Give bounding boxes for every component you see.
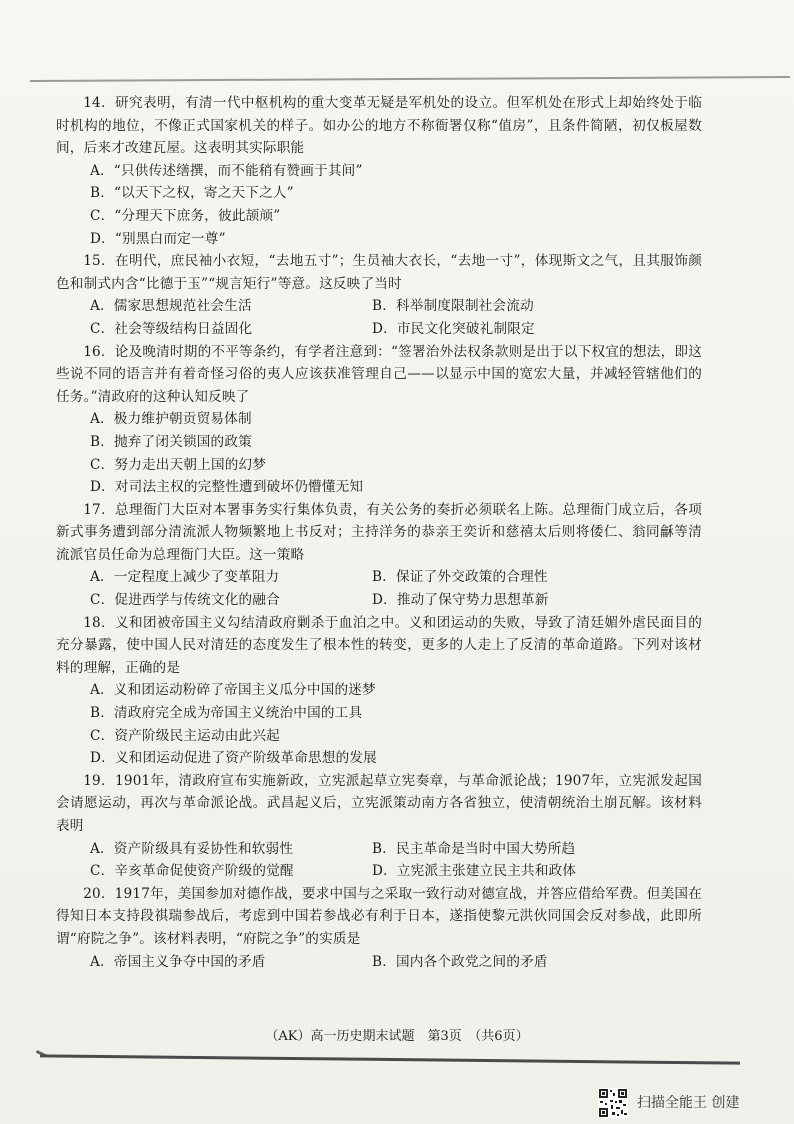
question-stem: 17．总理衙门大臣对本署事务实行集体负责，有关公务的奏折必须联名上陈。总理衙门成立后，各项新式事务遭到部分清流派人物频繁地上书反对；主持洋务的恭亲王奕䜣和慈禧太后则将倭仁、翁同龢等清流派官员任命为总理衙门大臣。这一策略 [56,501,702,563]
option-row [56,860,702,883]
option-c: C．资产阶级民主运动由此兴起 [90,727,280,744]
option-row [56,566,702,589]
option-c: C．辛亥革命促使资产阶级的觉醒 [90,863,294,880]
option-d: D．推动了保守势力思想革新 [372,592,549,609]
question-stem: 20．1917年，美国参加对德作战，要求中国与之采取一致行动对德宣战，并答应借给军费。但美国在得知日本支持段祺瑞参战后，考虑到中国若参战必有利于日本，遂指使黎元洪伙同国会反对参战，此即所谓“府院之争”。该材料表明，“府院之争”的实质是 [56,885,702,947]
bottom-divider [40,1054,740,1064]
scanner-watermark: 扫描全能王 创建 [637,1095,740,1111]
question-15 [56,250,702,340]
option-a: A．极力维护朝贡贸易体制 [90,411,252,428]
question-14 [56,92,702,250]
option-row [56,951,702,974]
option-b: B．国内各个政党之间的矛盾 [372,953,548,970]
question-stem: 14．研究表明，有清一代中枢机构的重大变革无疑是军机处的设立。但军机处在形式上却始终处于临时机构的地位，不像正式国家机关的样子。如办公的地方不称衙署仅称“值房”，且条件简陋，初仅板屋数间，后来才改建瓦屋。这表明其实际职能 [56,95,702,157]
question-18 [56,612,702,770]
option-a: A．一定程度上减少了变革阻力 [90,569,280,586]
question-17 [56,499,702,612]
page-footer: （AK）高一历史期末试题 第3页 （共6页） [265,1029,529,1044]
option-d: D．市民文化突破礼制限定 [372,320,535,337]
option-a: A．帝国主义争夺中国的矛盾 [90,953,266,970]
option-b: B．民主革命是当时中国大势所趋 [372,840,576,857]
option-c: C．努力走出天朝上国的幻梦 [90,456,267,473]
option-b: B．科举制度限制社会流动 [372,298,534,315]
top-divider [30,76,790,82]
option-row [56,589,702,612]
question-stem: 19．1901年，清政府宣布实施新政，立宪派起草立宪奏章，与革命派论战；1907年，立宪派发起国会请愿运动，再次与革命派论战。武昌起义后，立宪派策动南方各省独立，使清朝统治土崩瓦解。该材料表明 [56,772,702,834]
option-b: B．保证了外交政策的合理性 [372,569,548,586]
option-a: A．儒家思想规范社会生活 [90,298,252,315]
question-stem: 15．在明代，庶民袖小衣短，“去地五寸”；生员袖大衣长，“去地一寸”，体现斯文之气，且其服饰颜色和制式内含“比德于玉”“规言矩行”等意。这反映了当时 [56,253,702,292]
option-c: C．促进西学与传统文化的融合 [90,592,280,609]
option-b: B．清政府完全成为帝国主义统治中国的工具 [90,705,363,722]
option-row [56,838,702,861]
option-a: A．“只供传述缮撰，而不能稍有赞画于其间” [90,162,363,179]
option-b: B．“以天下之权，寄之天下之人” [90,185,294,202]
option-a: A．资产阶级具有妥协性和软弱性 [90,840,294,857]
question-20 [56,883,702,973]
option-d: D．对司法主权的完整性遭到破坏仍懵懂无知 [90,479,364,496]
option-row [56,295,702,318]
option-d: D．立宪派主张建立民主共和政体 [372,863,577,880]
option-d: D．义和团运动促进了资产阶级革命思想的发展 [90,750,377,767]
question-16 [56,341,702,499]
option-b: B．抛弃了闭关锁国的政策 [90,433,252,450]
option-c: C．社会等级结构日益固化 [90,320,253,337]
option-row [56,318,702,341]
question-stem: 16．论及晚清时期的不平等条约，有学者注意到：“签署治外法权条款则是出于以下权宜的想法，即这些说不同的语言并有着奇怪习俗的夷人应该获准管理自己——以显示中国的宽宏大量，并减轻管辖他们的任务。”清政府的这种认知反映了 [56,343,702,405]
qr-code-icon [598,1088,628,1118]
option-c: C．“分理天下庶务，彼此颉颃” [90,207,281,224]
option-d: D．“别黑白而定一尊” [90,230,226,247]
question-19 [56,770,702,883]
option-a: A．义和团运动粉碎了帝国主义瓜分中国的迷梦 [90,682,376,699]
question-list [56,92,702,973]
question-stem: 18．义和团被帝国主义勾结清政府剿杀于血泊之中。义和团运动的失败，导致了清廷媚外虐民面目的充分暴露，使中国人民对清廷的态度发生了根本性的转变，更多的人走上了反清的革命道路。下列对该材料的理解，正确的是 [56,614,702,676]
